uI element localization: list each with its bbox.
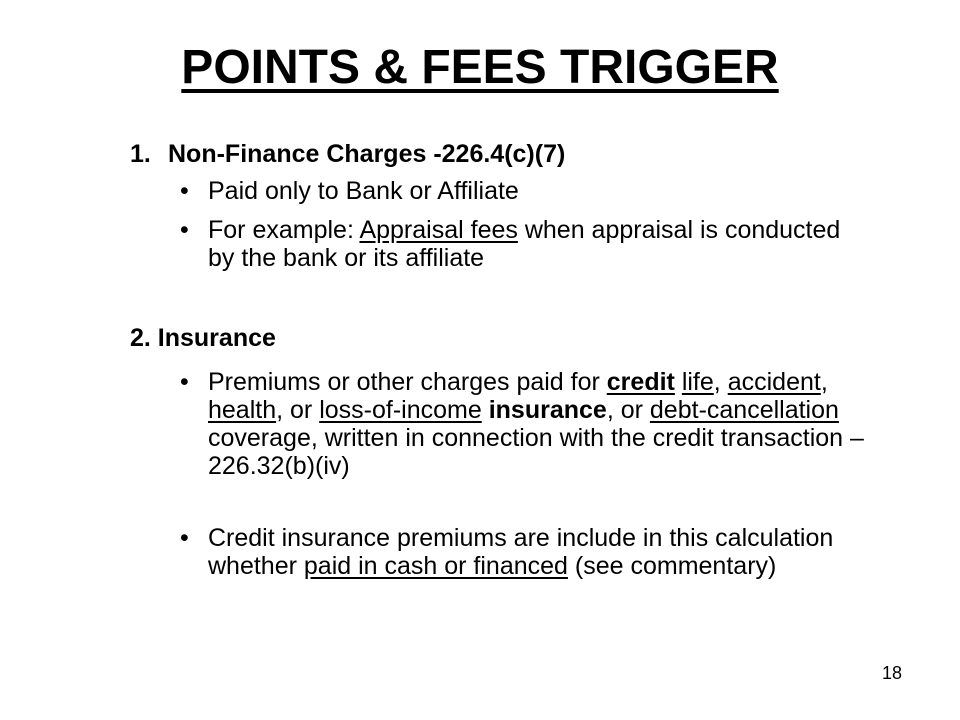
text-run: when appraisal is conducted by the bank or its affiliate bbox=[208, 216, 841, 272]
text-run: , bbox=[713, 368, 728, 396]
bullet-text: Paid only to Bank or Affiliate bbox=[208, 177, 519, 205]
text-run: Credit insurance premiums are include in this calculation whether bbox=[208, 524, 834, 580]
text-run: For example: bbox=[208, 216, 360, 244]
bullet-icon: • bbox=[180, 216, 189, 244]
text-run: (see commentary) bbox=[567, 552, 777, 580]
underlined-term: accident bbox=[727, 368, 821, 396]
bullet-icon: • bbox=[180, 368, 189, 396]
text-run: , or bbox=[606, 396, 650, 424]
slide-title-text: POINTS & FEES TRIGGER bbox=[181, 41, 779, 94]
bullet-text bbox=[208, 524, 870, 580]
section-1-heading bbox=[130, 139, 565, 169]
underlined-term: paid in cash or financed bbox=[303, 552, 568, 580]
underlined-term: health bbox=[208, 396, 277, 424]
slide-title bbox=[0, 38, 960, 98]
bullet-item bbox=[180, 177, 870, 205]
text-run: , or bbox=[276, 396, 320, 424]
text-run: coverage, written in connection with the credit transaction – 226.32(b)(iv) bbox=[208, 424, 864, 480]
text-run bbox=[675, 368, 682, 396]
bold-term: insurance bbox=[488, 396, 607, 424]
underlined-term: debt-cancellation bbox=[649, 396, 839, 424]
text-run bbox=[482, 396, 489, 424]
underlined-term: loss-of-income bbox=[319, 396, 482, 424]
bullet-icon: • bbox=[180, 524, 189, 552]
underlined-term: Appraisal fees bbox=[359, 216, 518, 244]
bullet-item bbox=[180, 216, 870, 272]
text-run: , bbox=[820, 368, 828, 396]
page-number: 18 bbox=[881, 663, 902, 683]
text-run: Premiums or other charges paid for bbox=[208, 368, 607, 396]
section-1-number: 1. bbox=[130, 140, 151, 168]
section-2-heading: 2. Insurance bbox=[130, 324, 276, 352]
section-1-heading-text: Non-Finance Charges -226.4(c)(7) bbox=[168, 140, 566, 168]
underlined-term: credit bbox=[606, 368, 675, 396]
bullet-item bbox=[180, 368, 870, 480]
bullet-text bbox=[208, 368, 870, 480]
underlined-term: life bbox=[681, 368, 714, 396]
bullet-text bbox=[208, 216, 870, 272]
bullet-icon: • bbox=[180, 177, 189, 205]
bullet-item bbox=[180, 524, 870, 580]
